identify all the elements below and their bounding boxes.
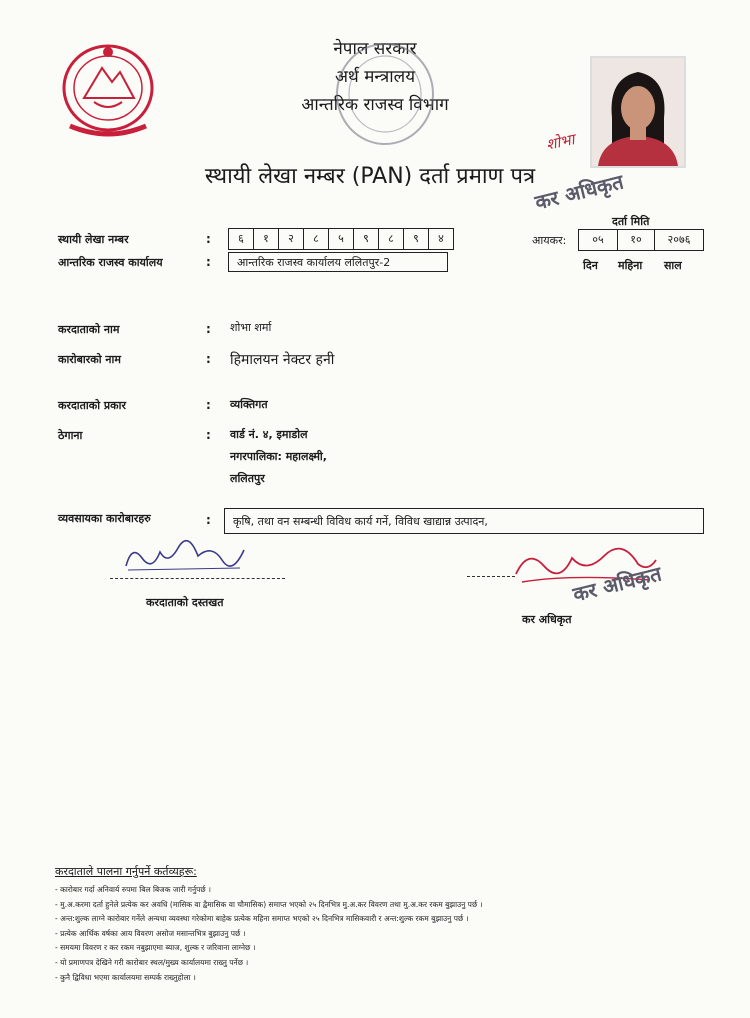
pan-digit: ९ (404, 229, 429, 249)
address-line2: नगरपालिका: महालक्ष्मी, (230, 450, 327, 463)
duty-item: - कारोबार गर्दा अनिवार्य रुपमा बिल बिजक जारी गर्नुपर्छ । (55, 885, 211, 894)
duty-item: - मु.अ.करमा दर्ता हुनेले प्रत्येक कर अवधि (मासिक वा द्वैमासिक वा चौमासिक) समाप्त भएको २५ दिनभित्र मु.अ.कर विवरण तथा मु.अ.कर रकम बुझाउनु पर्छ । (55, 899, 483, 909)
taxpayer-sign-label: करदाताको दस्तखत (146, 596, 224, 609)
activities-label: व्यवसायका कारोबारहरु (58, 512, 151, 525)
taxpayer-value: शोभा शर्मा (230, 321, 272, 334)
date-month-label: महिना (618, 259, 643, 272)
address-line1: वार्ड नं. ४, इमाडोल (230, 428, 308, 441)
date-title: दर्ता मिति (612, 215, 650, 228)
date-prefix: आयकर: (532, 234, 567, 247)
date-year: २०७६ (667, 233, 691, 246)
portrait-icon (592, 58, 684, 166)
pan-number (228, 228, 454, 250)
header-government: नेपाल सरकार (333, 39, 417, 59)
address-colon: : (206, 428, 211, 442)
date-month: १० (618, 230, 655, 250)
officer-sign-label: कर अधिकृत (522, 613, 572, 626)
duty-item: - प्रत्येक आर्थिक वर्षका आय विवरण असोज मसान्तभित्र बुझाउनु पर्छ । (55, 928, 246, 938)
office-colon: : (206, 255, 211, 269)
officer-sign-line (467, 576, 515, 577)
pan-label: स्थायी लेखा नम्बर (58, 233, 129, 246)
date-year-label: साल (664, 259, 682, 272)
pan-digit: ८ (379, 229, 404, 249)
taxpayer-sign-line (110, 578, 285, 579)
taxpayer-duties (55, 864, 695, 985)
address-line3: ललितपुर (230, 472, 265, 485)
activities-colon: : (206, 513, 211, 527)
office-label: आन्तरिक राजस्व कार्यालय (58, 256, 163, 269)
taxpayer-label: करदाताको नाम (58, 323, 120, 336)
office-value: आन्तरिक राजस्व कार्यालय ललितपुर-2 (228, 252, 448, 272)
duties-heading: करदाताले पालना गर्नुपर्ने कर्तव्यहरू: (55, 865, 197, 878)
taxpayer-photo (590, 56, 686, 168)
duty-item: - यो प्रमाणपत्र देखिने गरी कारोबार स्थल/मुख्य कार्यालयमा राख्नु पर्नेछ । (55, 957, 249, 967)
header-ministry: अर्थ मन्त्रालय (334, 67, 416, 87)
nepal-emblem-icon (54, 38, 162, 142)
header-department: आन्तरिक राजस्व विभाग (301, 95, 449, 115)
duty-item: - समयमा विवरण र कर रकम नबुझाएमा ब्याज, शुल्क र जरिवाना लाग्नेछ । (55, 943, 256, 953)
type-label: करदाताको प्रकार (58, 399, 126, 412)
photo-officer-stamp: कर अधिकृत (532, 169, 626, 215)
pan-digit: २ (279, 229, 304, 249)
pan-digit: ८ (304, 229, 329, 249)
photo-signature: शोभा (544, 130, 577, 154)
taxpayer-colon: : (206, 322, 211, 336)
activities-value: कृषि, तथा वन सम्बन्धी विविध कार्य गर्ने, विविध खाद्यान्न उत्पादन, (224, 508, 704, 534)
pan-digit: ९ (354, 229, 379, 249)
pan-digit: ५ (329, 229, 354, 249)
business-value: हिमालयन नेक्टर हनी (230, 352, 335, 368)
office-seal-icon (330, 38, 440, 150)
pan-digit: १ (254, 229, 279, 249)
duty-item: - कुनै द्विविधा भएमा कार्यालयमा सम्पर्क राख्नुहोला । (55, 972, 196, 982)
duty-item: - अन्त:शुल्क लाग्ने कारोबार गर्नेले अन्यथा व्यवस्था गरेकोमा बाहेक प्रत्येक महिना समाप्त भएको २५ दिनभित्र मासिकवारी र अन्त:शुल्क रकम बुझाउनु पर्छ । (55, 914, 469, 924)
registration-date (578, 229, 704, 251)
officer-stamp: कर अधिकृत (570, 561, 664, 607)
business-label: कारोबारको नाम (58, 353, 121, 366)
taxpayer-signature-icon (120, 538, 250, 574)
page-title: स्थायी लेखा नम्बर (PAN) दर्ता प्रमाण पत्र (204, 164, 536, 189)
pan-digit: ६ (229, 229, 254, 249)
address-label: ठेगाना (58, 429, 83, 442)
type-value: व्यक्तिगत (230, 398, 268, 411)
pan-colon: : (206, 232, 211, 246)
date-day-label: दिन (583, 259, 598, 272)
business-colon: : (206, 352, 211, 366)
date-day: ०५ (579, 230, 618, 250)
type-colon: : (206, 398, 211, 412)
pan-digit: ४ (438, 232, 444, 245)
